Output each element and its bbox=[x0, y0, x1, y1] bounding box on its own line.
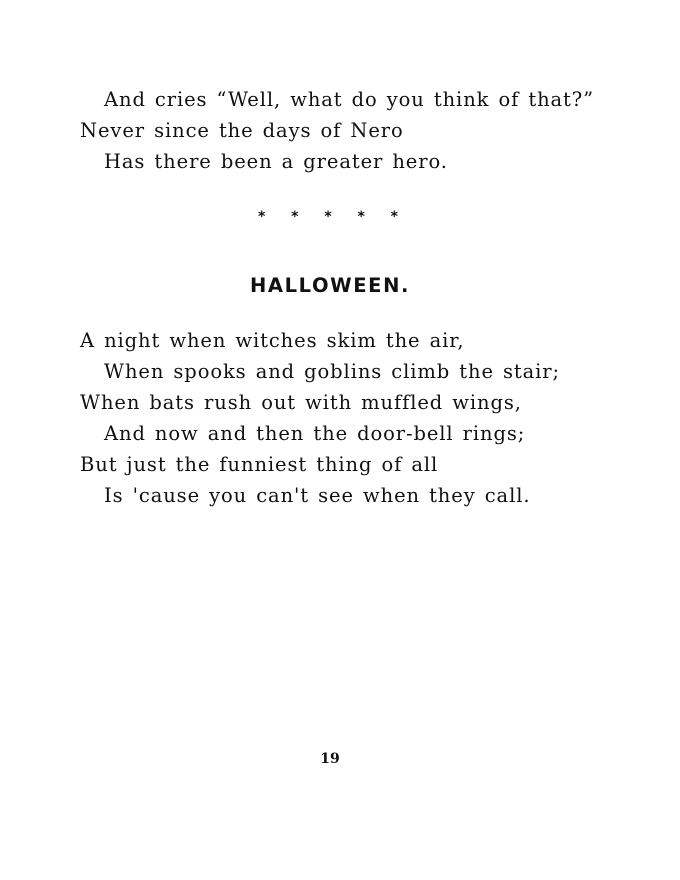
separator-star: * bbox=[390, 209, 398, 225]
separator-star: * bbox=[291, 209, 299, 225]
poem-line: And now and then the door-bell rings; bbox=[104, 422, 526, 445]
separator-star: * bbox=[324, 209, 332, 225]
poem-line: Never since the days of Nero bbox=[80, 119, 404, 142]
poem-line: A night when witches skim the air, bbox=[80, 329, 465, 352]
section-separator bbox=[258, 210, 398, 224]
poem-line: When spooks and goblins climb the stair; bbox=[104, 360, 560, 383]
separator-star: * bbox=[357, 209, 365, 225]
poem-line: But just the funniest thing of all bbox=[80, 453, 439, 476]
page-number: 19 bbox=[320, 751, 340, 767]
separator-star: * bbox=[258, 209, 266, 225]
poem-line: When bats rush out with muffled wings, bbox=[80, 391, 522, 414]
poem-title: HALLOWEEN. bbox=[249, 274, 411, 297]
poem-line: Is 'cause you can't see when they call. bbox=[104, 484, 531, 507]
poem-line: And cries “Well, what do you think of that?” bbox=[104, 88, 595, 111]
poem-line: Has there been a greater hero. bbox=[104, 150, 448, 173]
